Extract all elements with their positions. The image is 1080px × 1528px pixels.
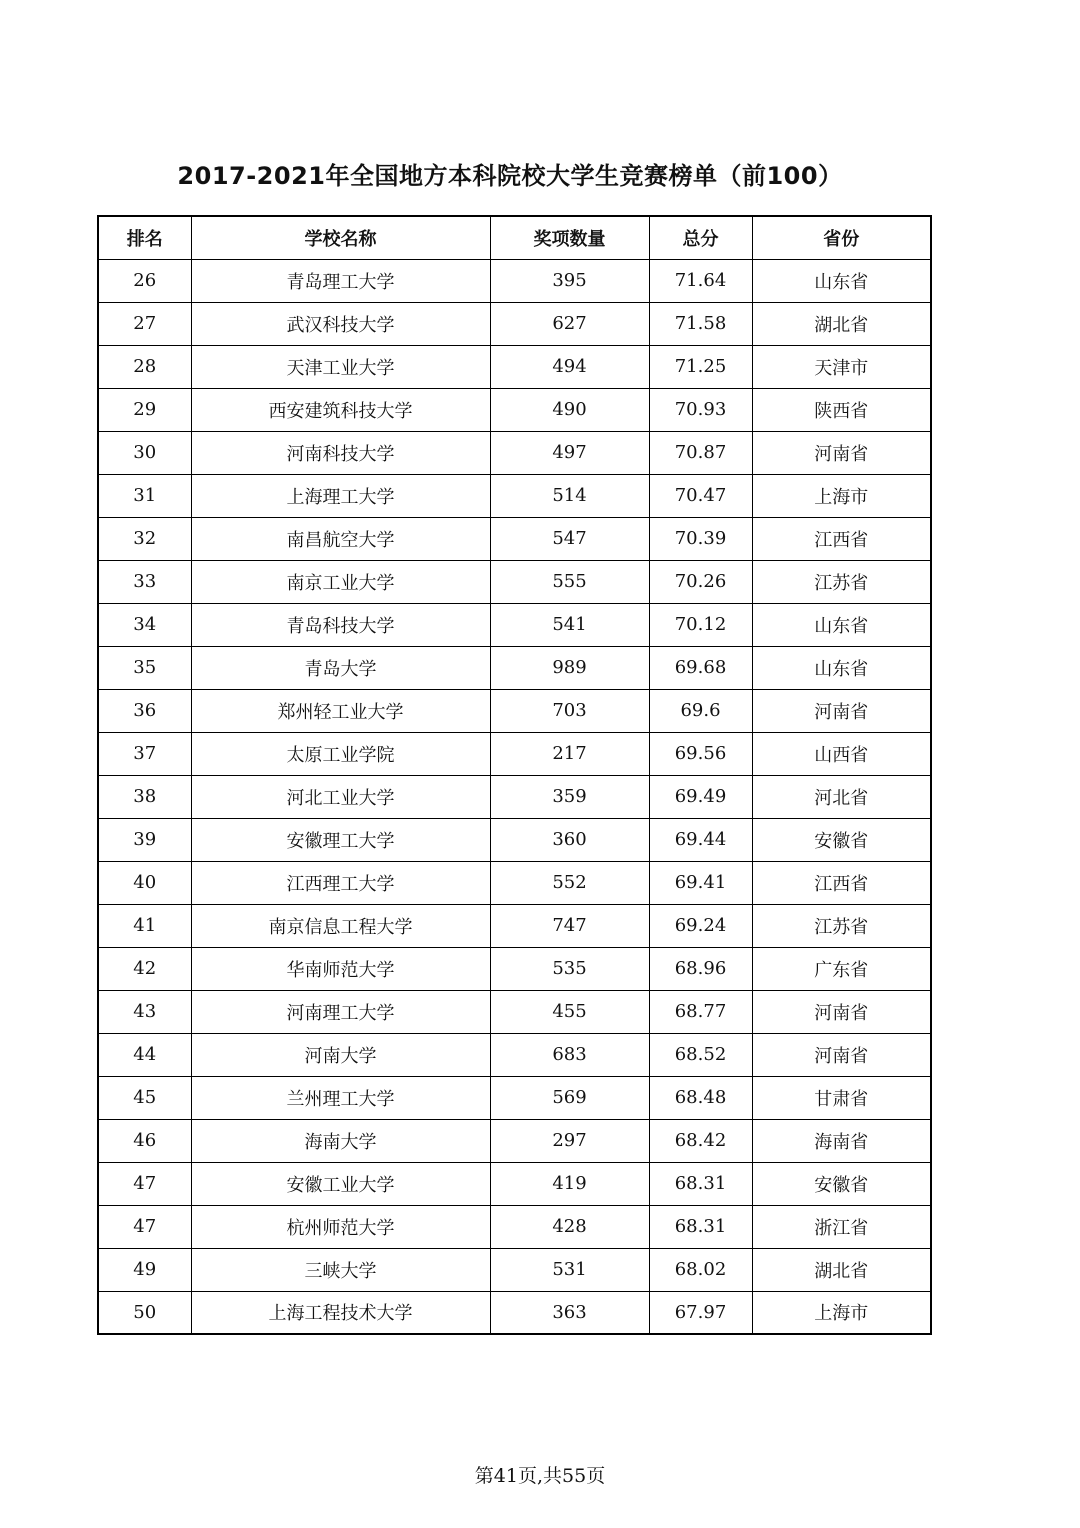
table-row xyxy=(98,818,931,861)
cell-school-name: 河北工业大学 xyxy=(191,775,490,818)
cell-total-score: 69.68 xyxy=(649,646,752,689)
cell-total-score: 70.93 xyxy=(649,388,752,431)
cell-rank: 32 xyxy=(98,517,191,560)
cell-rank: 40 xyxy=(98,861,191,904)
table-row xyxy=(98,302,931,345)
table-row xyxy=(98,1119,931,1162)
table-row xyxy=(98,947,931,990)
cell-province: 河南省 xyxy=(752,431,931,474)
cell-total-score: 68.96 xyxy=(649,947,752,990)
cell-award-count: 455 xyxy=(490,990,649,1033)
cell-school-name: 河南理工大学 xyxy=(191,990,490,1033)
table-row xyxy=(98,560,931,603)
cell-province: 江苏省 xyxy=(752,904,931,947)
cell-province: 江苏省 xyxy=(752,560,931,603)
cell-rank: 26 xyxy=(98,259,191,302)
cell-province: 江西省 xyxy=(752,861,931,904)
table-row xyxy=(98,861,931,904)
cell-school-name: 安徽理工大学 xyxy=(191,818,490,861)
table-row xyxy=(98,990,931,1033)
cell-province: 山东省 xyxy=(752,259,931,302)
cell-award-count: 627 xyxy=(490,302,649,345)
cell-school-name: 河南大学 xyxy=(191,1033,490,1076)
table-row xyxy=(98,775,931,818)
cell-rank: 47 xyxy=(98,1162,191,1205)
cell-award-count: 419 xyxy=(490,1162,649,1205)
cell-award-count: 747 xyxy=(490,904,649,947)
cell-school-name: 江西理工大学 xyxy=(191,861,490,904)
cell-school-name: 兰州理工大学 xyxy=(191,1076,490,1119)
cell-award-count: 552 xyxy=(490,861,649,904)
cell-province: 浙江省 xyxy=(752,1205,931,1248)
cell-school-name: 青岛科技大学 xyxy=(191,603,490,646)
cell-school-name: 天津工业大学 xyxy=(191,345,490,388)
cell-school-name: 西安建筑科技大学 xyxy=(191,388,490,431)
cell-school-name: 上海理工大学 xyxy=(191,474,490,517)
cell-province: 陕西省 xyxy=(752,388,931,431)
table-row xyxy=(98,1248,931,1291)
table-row xyxy=(98,388,931,431)
table-row xyxy=(98,431,931,474)
cell-rank: 36 xyxy=(98,689,191,732)
cell-rank: 45 xyxy=(98,1076,191,1119)
cell-rank: 27 xyxy=(98,302,191,345)
cell-school-name: 太原工业学院 xyxy=(191,732,490,775)
cell-award-count: 683 xyxy=(490,1033,649,1076)
cell-school-name: 南京信息工程大学 xyxy=(191,904,490,947)
cell-rank: 33 xyxy=(98,560,191,603)
cell-total-score: 68.31 xyxy=(649,1162,752,1205)
cell-award-count: 494 xyxy=(490,345,649,388)
cell-province: 安徽省 xyxy=(752,1162,931,1205)
cell-total-score: 68.52 xyxy=(649,1033,752,1076)
cell-total-score: 71.58 xyxy=(649,302,752,345)
table-row xyxy=(98,474,931,517)
cell-award-count: 363 xyxy=(490,1291,649,1334)
table-row xyxy=(98,1291,931,1334)
cell-total-score: 71.64 xyxy=(649,259,752,302)
cell-school-name: 海南大学 xyxy=(191,1119,490,1162)
cell-total-score: 68.48 xyxy=(649,1076,752,1119)
cell-province: 海南省 xyxy=(752,1119,931,1162)
cell-province: 河南省 xyxy=(752,1033,931,1076)
cell-province: 山西省 xyxy=(752,732,931,775)
cell-rank: 34 xyxy=(98,603,191,646)
cell-province: 河南省 xyxy=(752,689,931,732)
page-title: 2017-2021年全国地方本科院校大学生竞赛榜单（前100） xyxy=(177,162,843,190)
cell-school-name: 河南科技大学 xyxy=(191,431,490,474)
cell-rank: 29 xyxy=(98,388,191,431)
cell-school-name: 南昌航空大学 xyxy=(191,517,490,560)
table-row xyxy=(98,1033,931,1076)
cell-province: 广东省 xyxy=(752,947,931,990)
cell-rank: 28 xyxy=(98,345,191,388)
cell-award-count: 547 xyxy=(490,517,649,560)
header-award-count: 奖项数量 xyxy=(490,216,649,259)
cell-award-count: 514 xyxy=(490,474,649,517)
table-row xyxy=(98,259,931,302)
cell-rank: 38 xyxy=(98,775,191,818)
cell-award-count: 217 xyxy=(490,732,649,775)
table-row xyxy=(98,1162,931,1205)
cell-total-score: 68.42 xyxy=(649,1119,752,1162)
cell-rank: 39 xyxy=(98,818,191,861)
table-header-row xyxy=(98,216,931,259)
cell-school-name: 上海工程技术大学 xyxy=(191,1291,490,1334)
cell-total-score: 69.24 xyxy=(649,904,752,947)
cell-rank: 50 xyxy=(98,1291,191,1334)
cell-total-score: 68.31 xyxy=(649,1205,752,1248)
table-row xyxy=(98,732,931,775)
cell-province: 湖北省 xyxy=(752,302,931,345)
cell-award-count: 541 xyxy=(490,603,649,646)
cell-school-name: 华南师范大学 xyxy=(191,947,490,990)
cell-total-score: 69.44 xyxy=(649,818,752,861)
cell-total-score: 70.39 xyxy=(649,517,752,560)
cell-rank: 37 xyxy=(98,732,191,775)
cell-total-score: 69.6 xyxy=(649,689,752,732)
cell-province: 山东省 xyxy=(752,603,931,646)
cell-award-count: 360 xyxy=(490,818,649,861)
cell-rank: 49 xyxy=(98,1248,191,1291)
cell-rank: 30 xyxy=(98,431,191,474)
cell-total-score: 70.12 xyxy=(649,603,752,646)
cell-rank: 46 xyxy=(98,1119,191,1162)
table-row xyxy=(98,345,931,388)
cell-province: 安徽省 xyxy=(752,818,931,861)
cell-province: 河南省 xyxy=(752,990,931,1033)
table-row xyxy=(98,646,931,689)
cell-award-count: 359 xyxy=(490,775,649,818)
cell-rank: 42 xyxy=(98,947,191,990)
header-school-name: 学校名称 xyxy=(191,216,490,259)
table-row xyxy=(98,517,931,560)
cell-award-count: 297 xyxy=(490,1119,649,1162)
cell-province: 湖北省 xyxy=(752,1248,931,1291)
cell-province: 甘肃省 xyxy=(752,1076,931,1119)
cell-school-name: 青岛理工大学 xyxy=(191,259,490,302)
table-row xyxy=(98,904,931,947)
cell-award-count: 490 xyxy=(490,388,649,431)
cell-total-score: 69.56 xyxy=(649,732,752,775)
cell-rank: 41 xyxy=(98,904,191,947)
cell-total-score: 68.77 xyxy=(649,990,752,1033)
cell-rank: 47 xyxy=(98,1205,191,1248)
cell-school-name: 青岛大学 xyxy=(191,646,490,689)
cell-award-count: 989 xyxy=(490,646,649,689)
table-row xyxy=(98,1076,931,1119)
cell-award-count: 395 xyxy=(490,259,649,302)
cell-total-score: 70.26 xyxy=(649,560,752,603)
ranking-table xyxy=(97,215,932,1335)
cell-school-name: 安徽工业大学 xyxy=(191,1162,490,1205)
cell-award-count: 569 xyxy=(490,1076,649,1119)
cell-school-name: 武汉科技大学 xyxy=(191,302,490,345)
cell-total-score: 69.41 xyxy=(649,861,752,904)
table-row xyxy=(98,1205,931,1248)
table-row xyxy=(98,689,931,732)
cell-province: 上海市 xyxy=(752,474,931,517)
cell-award-count: 555 xyxy=(490,560,649,603)
header-total-score: 总分 xyxy=(649,216,752,259)
cell-rank: 43 xyxy=(98,990,191,1033)
cell-award-count: 428 xyxy=(490,1205,649,1248)
table-body xyxy=(98,259,931,1334)
cell-award-count: 531 xyxy=(490,1248,649,1291)
cell-school-name: 郑州轻工业大学 xyxy=(191,689,490,732)
cell-total-score: 69.49 xyxy=(649,775,752,818)
cell-province: 河北省 xyxy=(752,775,931,818)
table-row xyxy=(98,603,931,646)
cell-school-name: 三峡大学 xyxy=(191,1248,490,1291)
cell-school-name: 南京工业大学 xyxy=(191,560,490,603)
cell-province: 山东省 xyxy=(752,646,931,689)
cell-total-score: 68.02 xyxy=(649,1248,752,1291)
cell-total-score: 67.97 xyxy=(649,1291,752,1334)
cell-total-score: 71.25 xyxy=(649,345,752,388)
cell-rank: 35 xyxy=(98,646,191,689)
cell-school-name: 杭州师范大学 xyxy=(191,1205,490,1248)
cell-award-count: 535 xyxy=(490,947,649,990)
cell-province: 天津市 xyxy=(752,345,931,388)
cell-award-count: 497 xyxy=(490,431,649,474)
header-province: 省份 xyxy=(752,216,931,259)
cell-total-score: 70.87 xyxy=(649,431,752,474)
cell-rank: 44 xyxy=(98,1033,191,1076)
cell-award-count: 703 xyxy=(490,689,649,732)
cell-rank: 31 xyxy=(98,474,191,517)
header-rank: 排名 xyxy=(98,216,191,259)
cell-total-score: 70.47 xyxy=(649,474,752,517)
cell-province: 上海市 xyxy=(752,1291,931,1334)
page-number: 第41页,共55页 xyxy=(474,1465,606,1487)
cell-province: 江西省 xyxy=(752,517,931,560)
